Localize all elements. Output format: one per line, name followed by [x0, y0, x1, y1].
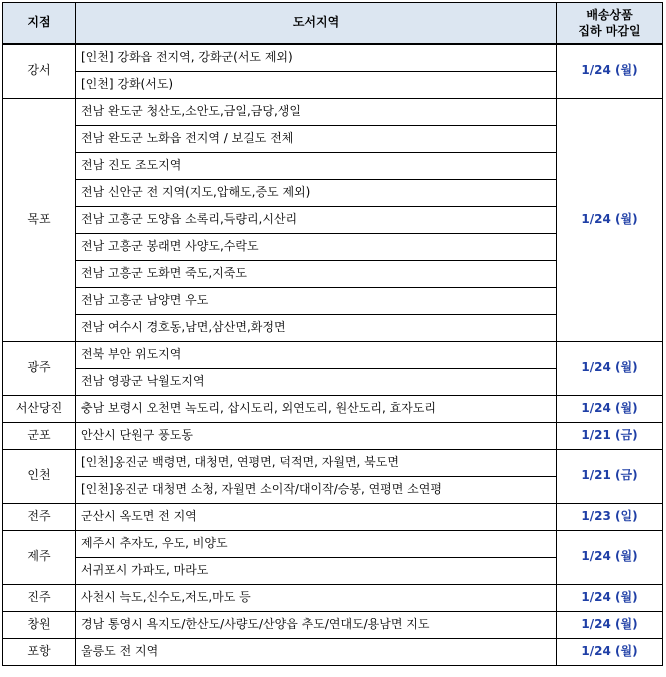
header-deadline-line1: 배송상품	[586, 7, 633, 22]
header-deadline-line2: 집하 마감일	[578, 24, 641, 38]
area-cell: 서귀포시 가파도, 마라도	[76, 557, 557, 584]
area-cell: 전남 완도군 청산도,소안도,금일,금당,생일	[76, 98, 557, 125]
table-row	[3, 395, 663, 422]
header-deadline	[557, 3, 663, 45]
area-cell: 제주시 추자도, 우도, 비양도	[76, 530, 557, 557]
area-cell: 충남 보령시 오천면 녹도리, 삽시도리, 외연도리, 원산도리, 효자도리	[76, 395, 557, 422]
deadline-cell: 1/24 (월)	[557, 395, 663, 422]
deadline-cell: 1/24 (월)	[557, 611, 663, 638]
island-delivery-deadline-table	[2, 2, 663, 666]
area-cell: [인천] 강화읍 전지역, 강화군(서도 제외)	[76, 44, 557, 71]
deadline-cell: 1/24 (월)	[557, 530, 663, 584]
area-cell: 전남 고흥군 도양읍 소록리,득량리,시산리	[76, 206, 557, 233]
branch-cell: 서산당진	[3, 395, 76, 422]
deadline-cell: 1/24 (월)	[557, 98, 663, 341]
table-row	[3, 611, 663, 638]
table-row	[3, 503, 663, 530]
area-cell: 전남 신안군 전 지역(지도,압해도,증도 제외)	[76, 179, 557, 206]
table-row	[3, 44, 663, 71]
table-row	[3, 98, 663, 125]
area-cell: 군산시 옥도면 전 지역	[76, 503, 557, 530]
area-cell: 전남 고흥군 봉래면 사양도,수락도	[76, 233, 557, 260]
area-cell: [인천]옹진군 대청면 소청, 자월면 소이작/대이작/승봉, 연평면 소연평	[76, 476, 557, 503]
branch-cell: 포항	[3, 638, 76, 665]
deadline-cell: 1/24 (월)	[557, 638, 663, 665]
area-cell: 전남 여수시 경호동,남면,삼산면,화정면	[76, 314, 557, 341]
area-cell: 전북 부안 위도지역	[76, 341, 557, 368]
area-cell: 전남 진도 조도지역	[76, 152, 557, 179]
area-cell: 경남 통영시 욕지도/한산도/사량도/산양읍 추도/연대도/용남면 지도	[76, 611, 557, 638]
area-cell: 안산시 단원구 풍도동	[76, 422, 557, 449]
branch-cell: 인천	[3, 449, 76, 503]
area-cell: 전남 영광군 낙월도지역	[76, 368, 557, 395]
branch-cell: 진주	[3, 584, 76, 611]
branch-cell: 강서	[3, 44, 76, 98]
area-cell: [인천]옹진군 백령면, 대청면, 연평면, 덕적면, 자월면, 북도면	[76, 449, 557, 476]
deadline-cell: 1/21 (금)	[557, 449, 663, 503]
table-row	[3, 341, 663, 368]
area-cell: 전남 고흥군 남양면 우도	[76, 287, 557, 314]
deadline-cell: 1/24 (월)	[557, 341, 663, 395]
deadline-table-container	[2, 2, 663, 666]
area-cell: 전남 완도군 노화읍 전지역 / 보길도 전체	[76, 125, 557, 152]
branch-cell: 전주	[3, 503, 76, 530]
table-row	[3, 422, 663, 449]
table-row	[3, 638, 663, 665]
header-branch: 지점	[3, 3, 76, 45]
deadline-cell: 1/23 (일)	[557, 503, 663, 530]
deadline-cell: 1/24 (월)	[557, 584, 663, 611]
table-row	[3, 449, 663, 476]
deadline-cell: 1/21 (금)	[557, 422, 663, 449]
branch-cell: 제주	[3, 530, 76, 584]
branch-cell: 광주	[3, 341, 76, 395]
branch-cell: 창원	[3, 611, 76, 638]
table-row	[3, 584, 663, 611]
area-cell: [인천] 강화(서도)	[76, 71, 557, 98]
branch-cell: 목포	[3, 98, 76, 341]
branch-cell: 군포	[3, 422, 76, 449]
table-row	[3, 530, 663, 557]
table-header-row	[3, 3, 663, 45]
deadline-cell: 1/24 (월)	[557, 44, 663, 98]
area-cell: 사천시 늑도,신수도,저도,마도 등	[76, 584, 557, 611]
area-cell: 전남 고흥군 도화면 죽도,지죽도	[76, 260, 557, 287]
area-cell: 울릉도 전 지역	[76, 638, 557, 665]
header-area: 도서지역	[76, 3, 557, 45]
